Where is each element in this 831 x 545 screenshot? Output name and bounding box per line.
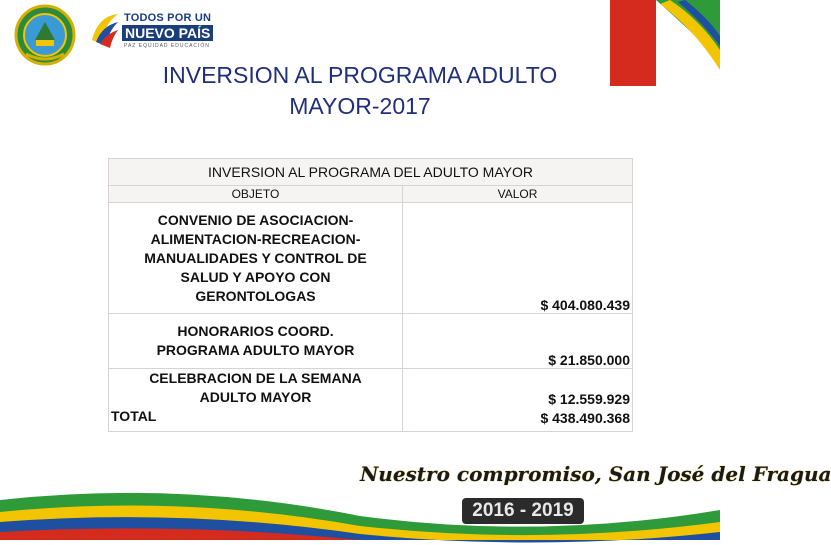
objeto-line: CONVENIO DE ASOCIACION- [157,211,354,228]
total-label: TOTAL [111,408,157,424]
title-line-1: INVERSION AL PROGRAMA ADULTO [162,62,558,88]
slogan-text: Nuestro compromiso, San José del Fragua [360,462,831,486]
objeto-line: PROGRAMA ADULTO MAYOR [156,342,355,358]
valor-cell: $ 404.080.439 [403,203,633,314]
total-value: $ 438.490.368 [540,410,630,426]
title-line-2: MAYOR-2017 [289,93,431,119]
objeto-line: GERONTOLOGAS [195,287,316,304]
objeto-line: MANUALIDADES Y CONTROL DE [144,249,367,266]
colombia-flag-swoosh-icon [88,10,122,50]
objeto-line: ALIMENTACION-RECREACION- [150,230,361,247]
todos-por-un-nuevo-pais-logo [88,10,238,52]
valor-cell: $ 21.850.000 [403,314,633,369]
column-header-valor: VALOR [403,186,633,203]
objeto-line: CELEBRACION DE LA SEMANA [149,370,362,386]
table-header-row [109,186,633,203]
objeto-cell [109,203,403,314]
table-row [109,369,633,432]
logo-tagline: PAZ EQUIDAD EDUCACIÓN [124,43,210,49]
objeto-line: SALUD Y APOYO CON [180,268,331,285]
objeto-cell [109,369,403,432]
column-header-objeto: OBJETO [109,186,403,203]
valor-cell [403,369,633,432]
logo-line-2: NUEVO PAÍS [122,25,213,41]
investment-table [108,158,633,432]
valor-value: $ 12.559.929 [548,391,630,407]
years-badge: 2016 - 2019 [462,498,584,524]
table-row [109,203,633,314]
page-title [100,60,620,122]
table-row [109,314,633,369]
corner-flag-decoration [610,0,720,100]
table-caption-row [109,159,633,186]
municipal-crest-logo [14,4,76,66]
objeto-line: HONORARIOS COORD. [177,323,334,339]
logo-line-1: TODOS POR UN [124,12,212,24]
objeto-cell [109,314,403,369]
table-caption: INVERSION AL PROGRAMA DEL ADULTO MAYOR [109,159,633,186]
objeto-line: ADULTO MAYOR [199,389,312,405]
